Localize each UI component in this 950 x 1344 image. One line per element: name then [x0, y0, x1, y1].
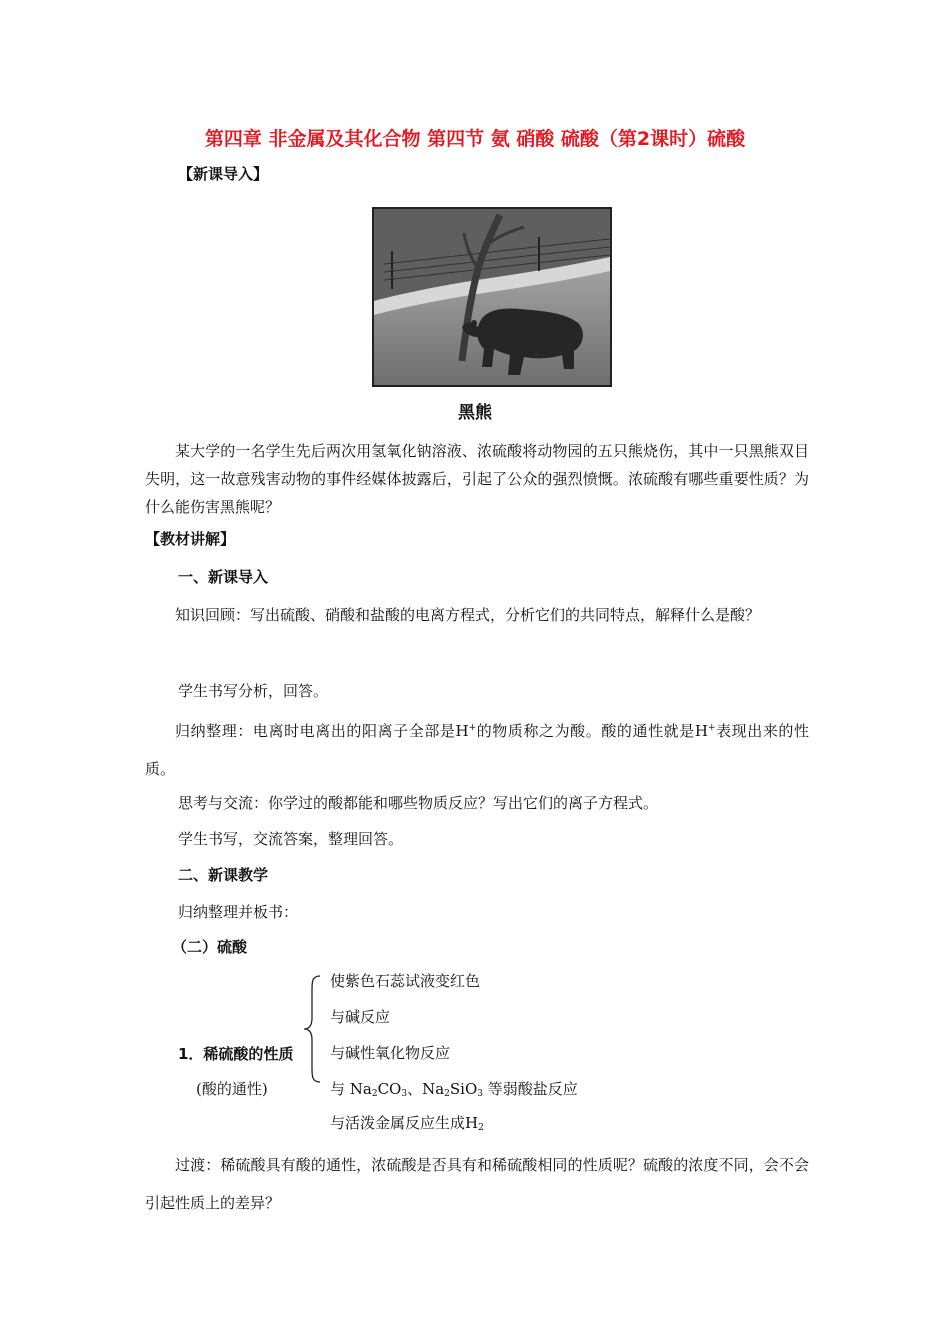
black-bear-photo: [372, 207, 612, 387]
transition-paragraph: 过渡：稀硫酸具有酸的通性，浓硫酸是否具有和稀硫酸相同的性质呢？硫酸的浓度不同，会不会引起性质上的差异？: [145, 1156, 809, 1212]
property-item: 与活泼金属反应生成$H_2$: [330, 1114, 484, 1133]
subsection-title: （二）硫酸: [172, 938, 248, 956]
board-note: 归纳整理并板书：: [178, 903, 299, 921]
student-answer-1: 学生书写分析，回答。: [178, 682, 329, 700]
property-item: 与 $Na_2CO_3$、$Na_2SiO_3$ 等弱酸盐反应: [330, 1080, 578, 1099]
image-caption: 黑熊: [458, 403, 492, 423]
property-item: 与碱反应: [330, 1008, 391, 1026]
lecture-heading: 【教材讲解】: [145, 530, 236, 548]
property-item: 与碱性氧化物反应: [330, 1044, 451, 1062]
think-exchange: 思考与交流：你学过的酸都能和哪些物质反应？写出它们的离子方程式。: [178, 794, 659, 812]
intro-paragraph: 某大学的一名学生先后两次用氢氧化钠溶液、浓硫酸将动物园的五只熊烧伤，其中一只黑熊双目失明，这一故意残害动物的事件经媒体披露后，引起了公众的强烈愤慨。浓硫酸有哪些重要性质？为什么能伤害黑熊呢？: [145, 442, 809, 516]
bear-scene-image: [374, 209, 610, 385]
student-answer-2: 学生书写，交流答案，整理回答。: [178, 830, 404, 848]
page-title: 第四章 非金属及其化合物 第四节 氨 硝酸 硫酸（第2课时）硫酸: [204, 128, 746, 150]
property-subtitle: (酸的通性): [196, 1080, 268, 1098]
left-brace-icon: [300, 974, 324, 1084]
intro-heading: 【新课导入】: [178, 165, 269, 183]
property-title: 1．稀硫酸的性质: [178, 1045, 294, 1063]
property-item: 使紫色石蕊试液变红色: [330, 972, 481, 990]
section1-heading: 一、新课导入: [178, 568, 269, 586]
summary-paragraph: 归纳整理：电离时电离出的阳离子全部是H+的物质称之为酸。酸的通性就是H+表现出来的性质。: [145, 722, 809, 778]
section2-heading: 二、新课教学: [178, 866, 269, 884]
review-paragraph: 知识回顾：写出硫酸、硝酸和盐酸的电离方程式，分析它们的共同特点，解释什么是酸？: [175, 606, 761, 624]
